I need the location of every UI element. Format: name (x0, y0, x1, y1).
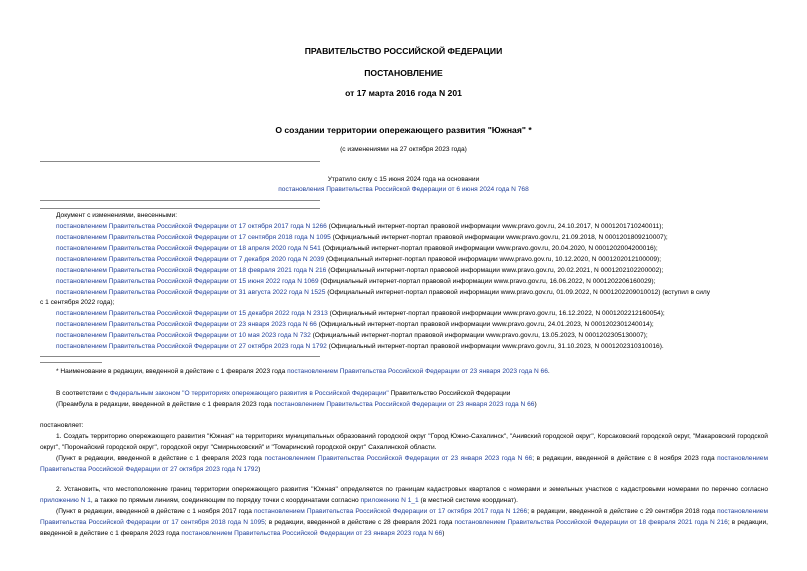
list-item: постановлением Правительства Российской Федерации от 15 июня 2022 года N 1069 (Официальный интернет-портал правовой информации www.pravo.gov.ru, 16.06.2022, N 0001202206160029); (56, 278, 656, 285)
amendment-link[interactable]: постановлением Правительства Российской Федерации от 18 февраля 2021 года N 216 (454, 519, 728, 526)
amendment-link[interactable]: постановлением Правительства Российской Федерации от 23 января 2023 года N 66 (181, 530, 443, 537)
government-heading: ПРАВИТЕЛЬСТВО РОССИЙСКОЙ ФЕДЕРАЦИИ (304, 46, 503, 56)
footnote: * Наименование в редакции, введенной в действие с 1 февраля 2023 года постановлением Правительства Российской Федерации от 23 января 2023 года N 66. (56, 368, 550, 375)
list-item: постановлением Правительства Российской Федерации от 17 сентября 2018 года N 1095 (Официальный интернет-портал правовой информации www.pravo.gov.ru, 21.09.2018, N 0001201809210007); (56, 234, 668, 241)
document-date-number: от 17 марта 2016 года N 201 (345, 88, 462, 98)
amendment-link[interactable]: постановлением Правительства Российской Федерации от 17 сентября 2018 года N 1095 (56, 234, 331, 241)
footnote-divider (40, 362, 102, 363)
appendix-1-link[interactable]: приложению N 1 (40, 497, 91, 504)
divider (40, 356, 320, 357)
document-type: ПОСТАНОВЛЕНИЕ (364, 68, 443, 78)
amendment-link[interactable]: постановлением Правительства Российской Федерации от 18 февраля 2021 года N 216 (56, 267, 327, 274)
list-item: постановлением Правительства Российской Федерации от 17 октября 2017 года N 1266 (Официальный интернет-портал правовой информации www.pravo.gov.ru, 24.10.2017, N 0001201710240011); (56, 223, 664, 230)
divider (40, 161, 320, 162)
decides-text: постановляет: (40, 422, 84, 429)
amendment-link[interactable]: постановлением Правительства Российской Федерации от 18 апреля 2020 года N 541 (56, 245, 321, 252)
amendment-link[interactable]: постановлением Правительства Российской Федерации от 17 сентября 2018 года N 1095 (40, 508, 769, 526)
list-item: постановлением Правительства Российской Федерации от 7 декабря 2020 года N 2039 (Официальный интернет-портал правовой информации www.pravo.gov.ru, 10.12.2020, N 0001202012100009); (56, 256, 662, 263)
changes-intro: Документ с изменениями, внесенными: (56, 212, 178, 219)
footnote-link[interactable]: постановлением Правительства Российской Федерации от 23 января 2023 года N 66 (287, 368, 548, 375)
paragraph-2-note: (Пункт в редакции, введенной в действие с 1 ноября 2017 года постановлением Правительства Российской Федерации от 17 октября 2017 года N 1266; в редакции, введенной в действие с 29 сентября 2018 года постановлением Правительства Российской Федерации от 17 сентября 2018 года N 1095; в редакции, введенной в действие с 28 февраля 2021 года постановлением Правительства Российской Федерации от 18 февраля 2021 года N 216; в редакции, введенной в действие с 1 февраля 2023 года постановлением Правительства Российской Федерации от 23 января 2023 года N 66) (40, 508, 769, 537)
paragraph-2: 2. Установить, что местоположение границ территории опережающего развития "Южная" определяется по границам кадастровых кварталов с номерами и земельных участков с кадастровыми номерами по перечню согласно приложению N 1, а также по прямым линиям, соединяющим по порядку точки с координатами согласно приложению N 1_1 (в местной системе координат). (40, 486, 768, 504)
list-item: постановлением Правительства Российской Федерации от 15 декабря 2022 года N 2313 (Официальный интернет-портал правовой информации www.pravo.gov.ru, 16.12.2022, N 0001202212160054); (56, 310, 665, 317)
federal-law-link[interactable]: Федеральным законом "О территориях опережающего развития в Российской Федерации" (109, 390, 389, 397)
paragraph-1: 1. Создать территорию опережающего развития "Южная" на территориях муниципальных образований городской округ "Город Южно-Сахалинск", "Анивский городской округ", Корсаковский городской округ, "Макаровский городской округ", "Поронайский городской округ", городской округ "Смирныховский" и "Томаринский городской округ" Сахалинской области. (40, 433, 768, 451)
amendments-note: (с изменениями на 27 октября 2023 года) (340, 146, 467, 153)
list-item: постановлением Правительства Российской Федерации от 23 января 2023 года N 66 (Официальный интернет-портал правовой информации www.pravo.gov.ru, 24.01.2023, N 0001202301240014); (56, 321, 654, 328)
list-item: постановлением Правительства Российской Федерации от 18 апреля 2020 года N 541 (Официальный интернет-портал правовой информации www.pravo.gov.ru, 20.04.2020, N 0001202004200016); (56, 245, 658, 252)
list-item: с 1 сентября 2022 года); (40, 299, 115, 306)
preamble: В соответствии с Федеральным законом "О территориях опережающего развития в Российской Федерации" Правительство Российской Федерации (56, 390, 511, 397)
list-item: постановлением Правительства Российской Федерации от 10 мая 2023 года N 732 (Официальный интернет-портал правовой информации www.pravo.gov.ru, 13.05.2023, N 0001202305130007); (56, 332, 648, 339)
amendment-link[interactable]: постановлением Правительства Российской Федерации от 10 мая 2023 года N 732 (56, 332, 311, 339)
preamble-note: (Преамбула в редакции, введенной в действие с 1 февраля 2023 года постановлением Правительства Российской Федерации от 23 января 2023 года N 66) (56, 401, 537, 408)
amendment-link[interactable]: постановлением Правительства Российской Федерации от 15 июня 2022 года N 1069 (56, 278, 319, 285)
list-item: постановлением Правительства Российской Федерации от 18 февраля 2021 года N 216 (Официальный интернет-портал правовой информации www.pravo.gov.ru, 20.02.2021, N 0001202102200002); (56, 267, 664, 274)
list-item: постановлением Правительства Российской Федерации от 31 августа 2022 года N 1525 (Официальный интернет-портал правовой информации www.pravo.gov.ru, 01.09.2022, N 0001202209010012) (вступил в силу (56, 289, 711, 296)
divider (40, 208, 320, 209)
divider (40, 200, 320, 201)
expired-link[interactable]: постановления Правительства Российской Федерации от 6 июня 2024 года N 768 (278, 186, 529, 193)
amendment-link[interactable]: постановлением Правительства Российской Федерации от 17 октября 2017 года N 1266 (253, 508, 528, 515)
amendment-link[interactable]: постановлением Правительства Российской Федерации от 15 декабря 2022 года N 2313 (56, 310, 328, 317)
amendment-link[interactable]: постановлением Правительства Российской Федерации от 23 января 2023 года N 66 (264, 455, 533, 462)
amendment-link[interactable]: постановлением Правительства Российской Федерации от 27 октября 2023 года N 1792 (56, 343, 327, 350)
document-title: О создании территории опережающего развития "Южная" * (275, 125, 532, 135)
amendment-link[interactable]: постановлением Правительства Российской Федерации от 31 августа 2022 года N 1525 (56, 289, 326, 296)
appendix-1-1-link[interactable]: приложению N 1_1 (360, 497, 419, 504)
paragraph-1-note: (Пункт в редакции, введенной в действие с 1 февраля 2023 года постановлением Правительства Российской Федерации от 23 января 2023 года N 66; в редакции, введенной в действие с 8 ноября 2023 года постановлением Правительства Российской Федерации от 27 октября 2023 года N 1792) (40, 455, 768, 473)
amendment-link[interactable]: постановлением Правительства Российской Федерации от 23 января 2023 года N 66 (56, 321, 317, 328)
amendment-link[interactable]: постановлением Правительства Российской Федерации от 27 октября 2023 года N 1792 (40, 455, 768, 473)
list-item: постановлением Правительства Российской Федерации от 27 октября 2023 года N 1792 (Официальный интернет-портал правовой информации www.pravo.gov.ru, 31.10.2023, N 0001202310310016). (56, 343, 664, 350)
expired-note: Утратило силу с 15 июня 2024 года на основании (327, 176, 480, 183)
amendment-link[interactable]: постановлением Правительства Российской Федерации от 17 октября 2017 года N 1266 (56, 223, 327, 230)
amendment-link[interactable]: постановлением Правительства Российской Федерации от 7 декабря 2020 года N 2039 (56, 256, 325, 263)
preamble-note-link[interactable]: постановлением Правительства Российской Федерации от 23 января 2023 года N 66 (273, 401, 535, 408)
